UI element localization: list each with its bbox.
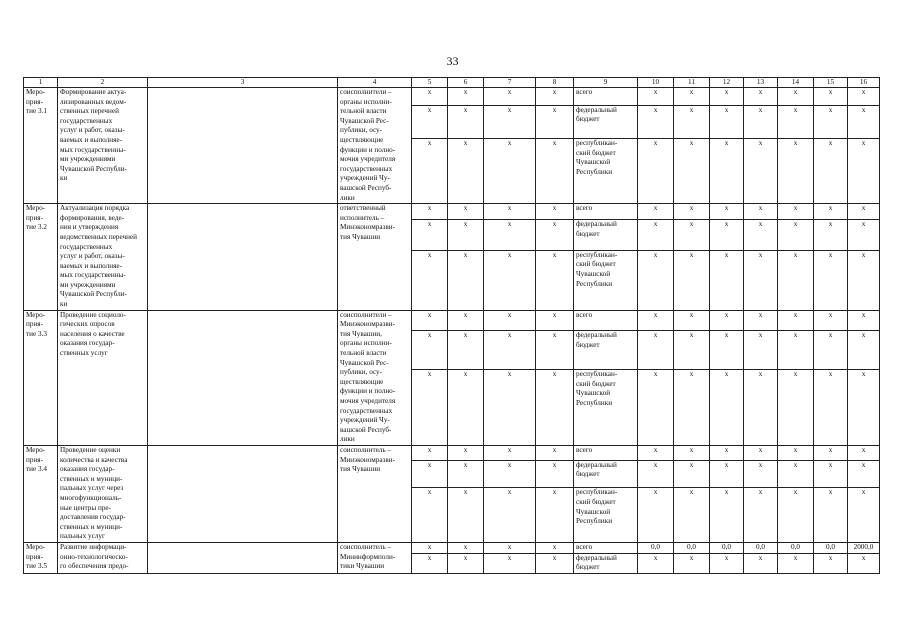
funding-value: x — [638, 310, 674, 330]
column-number: 14 — [778, 78, 814, 88]
funding-source: федеральный бюджет — [574, 220, 638, 251]
funding-value: x — [848, 310, 880, 330]
column-number: 13 — [744, 78, 778, 88]
funding-value: x — [814, 488, 848, 542]
code-cell: x — [448, 488, 484, 542]
code-cell: x — [412, 445, 448, 460]
column-number: 9 — [574, 78, 638, 88]
funding-source: всего — [574, 88, 638, 106]
funding-value: x — [638, 105, 674, 138]
activity-code: Меро- прия- тие 3.2 — [24, 204, 58, 311]
code-cell: x — [536, 488, 574, 542]
activity-col3 — [148, 542, 338, 573]
code-cell: x — [448, 105, 484, 138]
code-cell: x — [448, 250, 484, 310]
funding-value: x — [710, 220, 744, 251]
code-cell: x — [536, 204, 574, 220]
funding-value: 0,0 — [638, 542, 674, 553]
funding-value: x — [814, 553, 848, 573]
table-row — [24, 88, 880, 106]
code-cell: x — [412, 310, 448, 330]
funding-value: x — [848, 138, 880, 203]
table-row — [24, 445, 880, 460]
funding-value: x — [744, 105, 778, 138]
code-cell: x — [536, 542, 574, 553]
funding-value: x — [778, 88, 814, 106]
funding-source: республикан- ский бюджет Чувашской Республики — [574, 138, 638, 203]
funding-source: республикан- ский бюджет Чувашской Республики — [574, 250, 638, 310]
code-cell: x — [536, 553, 574, 573]
code-cell: x — [484, 331, 536, 370]
funding-value: x — [848, 250, 880, 310]
funding-value: x — [638, 250, 674, 310]
code-cell: x — [536, 105, 574, 138]
code-cell: x — [484, 220, 536, 251]
funding-value: x — [744, 310, 778, 330]
code-cell: x — [484, 88, 536, 106]
funding-value: x — [778, 553, 814, 573]
code-cell: x — [412, 370, 448, 446]
column-number: 10 — [638, 78, 674, 88]
column-number: 6 — [448, 78, 484, 88]
code-cell: x — [484, 460, 536, 488]
column-number: 15 — [814, 78, 848, 88]
funding-value: x — [814, 331, 848, 370]
funding-value: x — [814, 370, 848, 446]
code-cell: x — [536, 250, 574, 310]
funding-value: x — [848, 204, 880, 220]
code-cell: x — [484, 542, 536, 553]
column-number: 7 — [484, 78, 536, 88]
funding-value: x — [744, 445, 778, 460]
activity-executor: соисполнитель – Минэкономразви- тия Чувашии — [338, 445, 412, 542]
code-cell: x — [412, 204, 448, 220]
funding-source: республикан- ский бюджет Чувашской Республики — [574, 370, 638, 446]
code-cell: x — [412, 331, 448, 370]
code-cell: x — [448, 553, 484, 573]
funding-value: x — [848, 331, 880, 370]
funding-source: всего — [574, 542, 638, 553]
funding-value: x — [814, 310, 848, 330]
funding-value: 0,0 — [814, 542, 848, 553]
activity-name: Формирование актуа- лизированных ведом- ственных перечней государственных услуг и работ, оказы- ваемых и выполняе- мых государственны- ми учреждениями Чувашской Республи- ки — [58, 88, 148, 204]
activity-code: Меро- прия- тие 3.5 — [24, 542, 58, 573]
column-number: 8 — [536, 78, 574, 88]
funding-value: x — [778, 138, 814, 203]
funding-value: x — [778, 310, 814, 330]
funding-value: x — [814, 460, 848, 488]
table-row — [24, 204, 880, 220]
funding-value: x — [778, 488, 814, 542]
funding-value: x — [638, 138, 674, 203]
funding-value: x — [814, 220, 848, 251]
code-cell: x — [412, 105, 448, 138]
funding-value: x — [710, 138, 744, 203]
funding-value: x — [710, 105, 744, 138]
code-cell: x — [412, 488, 448, 542]
funding-value: x — [744, 331, 778, 370]
code-cell: x — [484, 553, 536, 573]
funding-value: x — [778, 105, 814, 138]
funding-value: x — [710, 250, 744, 310]
funding-value: x — [674, 105, 710, 138]
funding-value: x — [674, 138, 710, 203]
funding-value: x — [778, 445, 814, 460]
code-cell: x — [536, 220, 574, 251]
activity-executor: ответственный исполнитель – Минэкономразви- тия Чувашии — [338, 204, 412, 311]
funding-value: x — [744, 553, 778, 573]
funding-value: x — [778, 460, 814, 488]
funding-source: республикан- ский бюджет Чувашской Республики — [574, 488, 638, 542]
funding-value: x — [744, 220, 778, 251]
funding-value: x — [744, 370, 778, 446]
code-cell: x — [484, 370, 536, 446]
funding-source: всего — [574, 204, 638, 220]
funding-value: x — [638, 331, 674, 370]
activity-executor: соисполнители – Минэкономразви- тия Чувашии, органы исполни- тельной власти Чувашской Рес- публики, осу- ществляющие функции и полно- мочия учредителя государственных учреждений Чу- вашской Респуб- лики — [338, 310, 412, 445]
funding-value: x — [848, 445, 880, 460]
funding-value: x — [674, 370, 710, 446]
code-cell: x — [536, 138, 574, 203]
column-number: 2 — [58, 78, 148, 88]
activity-code: Меро- прия- тие 3.4 — [24, 445, 58, 542]
table-row — [24, 310, 880, 330]
code-cell: x — [536, 460, 574, 488]
column-number: 11 — [674, 78, 710, 88]
funding-value: x — [638, 88, 674, 106]
funding-value: x — [638, 488, 674, 542]
code-cell: x — [412, 220, 448, 251]
funding-value: x — [638, 220, 674, 251]
funding-value: x — [744, 488, 778, 542]
activity-code: Меро- прия- тие 3.1 — [24, 88, 58, 204]
funding-value: x — [744, 460, 778, 488]
code-cell: x — [484, 250, 536, 310]
funding-value: x — [778, 331, 814, 370]
activity-executor: соисполнитель – Мининформполи- тики Чувашии — [338, 542, 412, 573]
funding-value: x — [848, 553, 880, 573]
code-cell: x — [536, 88, 574, 106]
funding-value: x — [778, 220, 814, 251]
funding-value: 0,0 — [710, 542, 744, 553]
activity-col3 — [148, 445, 338, 542]
funding-value: x — [710, 460, 744, 488]
code-cell: x — [536, 370, 574, 446]
funding-value: x — [674, 250, 710, 310]
funding-value: x — [674, 553, 710, 573]
funding-value: x — [744, 204, 778, 220]
column-numbers-row — [24, 78, 880, 88]
code-cell: x — [448, 331, 484, 370]
activity-name: Актуализация порядка формирования, веде- ния и утверждения ведомственных перечней государственных услуг и работ, оказы- ваемых и выполняе- мых государственны- ми учреждениями Чувашской Республи- ки — [58, 204, 148, 311]
code-cell: x — [448, 204, 484, 220]
funding-value: 0,0 — [744, 542, 778, 553]
funding-value: x — [814, 105, 848, 138]
activity-name: Проведение оценки количества и качества оказания государ- ственных и муници- пальных услуг через многофункциональ- ные центры пре- доставления государ- ственных и муници- пальных услуг — [58, 445, 148, 542]
funding-source: всего — [574, 445, 638, 460]
code-cell: x — [412, 553, 448, 573]
code-cell: x — [484, 310, 536, 330]
code-cell: x — [536, 331, 574, 370]
code-cell: x — [484, 445, 536, 460]
funding-source: федеральный бюджет — [574, 460, 638, 488]
column-number: 1 — [24, 78, 58, 88]
code-cell: x — [412, 138, 448, 203]
funding-value: 2000,0 — [848, 542, 880, 553]
funding-value: 0,0 — [778, 542, 814, 553]
funding-value: x — [778, 204, 814, 220]
funding-value: x — [638, 445, 674, 460]
funding-value: x — [814, 204, 848, 220]
code-cell: x — [412, 88, 448, 106]
activity-col3 — [148, 310, 338, 445]
funding-value: x — [848, 220, 880, 251]
activity-name: Проведение социоло- гических опросов населения о качестве оказания государ- ственных услуг — [58, 310, 148, 445]
column-number: 12 — [710, 78, 744, 88]
funding-value: x — [744, 88, 778, 106]
funding-value: x — [744, 138, 778, 203]
funding-value: x — [848, 488, 880, 542]
code-cell: x — [412, 250, 448, 310]
funding-value: x — [674, 310, 710, 330]
code-cell: x — [484, 204, 536, 220]
activity-executor: соисполнители – органы исполни- тельной власти Чувашской Рес- публики, осу- ществляющие функции и полно- мочия учредителя государственных учреждений Чу- вашской Респуб- лики — [338, 88, 412, 204]
code-cell: x — [448, 445, 484, 460]
code-cell: x — [448, 542, 484, 553]
funding-source: федеральный бюджет — [574, 331, 638, 370]
funding-value: x — [778, 370, 814, 446]
code-cell: x — [448, 220, 484, 251]
funding-value: x — [848, 370, 880, 446]
column-number: 5 — [412, 78, 448, 88]
code-cell: x — [448, 460, 484, 488]
funding-value: x — [710, 310, 744, 330]
funding-value: x — [778, 250, 814, 310]
code-cell: x — [536, 445, 574, 460]
funding-value: x — [710, 488, 744, 542]
funding-value: x — [674, 331, 710, 370]
code-cell: x — [448, 310, 484, 330]
funding-value: x — [674, 460, 710, 488]
code-cell: x — [412, 460, 448, 488]
funding-value: x — [848, 88, 880, 106]
funding-value: x — [674, 204, 710, 220]
table-row — [24, 542, 880, 553]
funding-value: x — [744, 250, 778, 310]
activity-col3 — [148, 204, 338, 311]
funding-value: x — [638, 204, 674, 220]
column-number: 4 — [338, 78, 412, 88]
funding-value: x — [710, 204, 744, 220]
funding-value: x — [814, 250, 848, 310]
code-cell: x — [448, 138, 484, 203]
program-activities-table — [23, 77, 880, 574]
code-cell: x — [412, 542, 448, 553]
funding-value: x — [674, 488, 710, 542]
funding-value: x — [814, 88, 848, 106]
funding-value: x — [710, 370, 744, 446]
funding-value: x — [848, 105, 880, 138]
funding-value: x — [638, 460, 674, 488]
funding-value: x — [638, 370, 674, 446]
funding-value: x — [710, 331, 744, 370]
activity-name: Развитие информаци- онно-технологическо- го обеспечения предо- — [58, 542, 148, 573]
funding-value: x — [674, 220, 710, 251]
funding-value: x — [674, 88, 710, 106]
activity-code: Меро- прия- тие 3.3 — [24, 310, 58, 445]
funding-value: x — [848, 460, 880, 488]
code-cell: x — [448, 88, 484, 106]
funding-source: федеральный бюджет — [574, 553, 638, 573]
code-cell: x — [484, 488, 536, 542]
funding-value: x — [710, 88, 744, 106]
activity-col3 — [148, 88, 338, 204]
funding-value: 0,0 — [674, 542, 710, 553]
funding-source: федеральный бюджет — [574, 105, 638, 138]
column-number: 3 — [148, 78, 338, 88]
funding-value: x — [710, 553, 744, 573]
code-cell: x — [484, 138, 536, 203]
funding-value: x — [638, 553, 674, 573]
code-cell: x — [536, 310, 574, 330]
column-number: 16 — [848, 78, 880, 88]
code-cell: x — [448, 370, 484, 446]
funding-value: x — [674, 445, 710, 460]
funding-value: x — [814, 445, 848, 460]
funding-source: всего — [574, 310, 638, 330]
page-number: 33 — [446, 54, 459, 68]
funding-value: x — [710, 445, 744, 460]
code-cell: x — [484, 105, 536, 138]
funding-value: x — [814, 138, 848, 203]
